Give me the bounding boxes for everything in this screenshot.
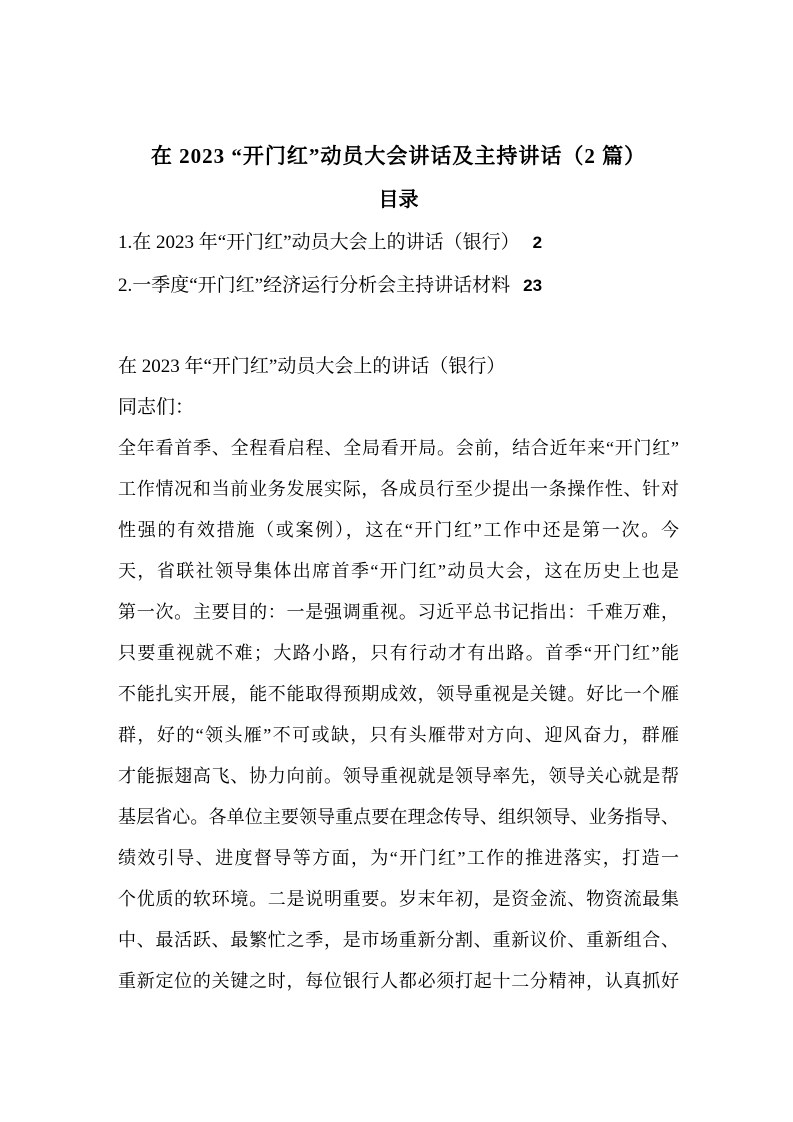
body-text-line: 重新定位的关键之时，每位银行人都必须打起十二分精神，认真抓好 [118,971,679,991]
body-text-line: 性强的有效措施（或案例），这在“开门红”工作中还是第一次。今 [118,520,679,540]
toc-heading: 目录 [378,189,419,211]
body-text-line: 中、最活跃、最繁忙之季，是市场重新分割、重新议价、重新组合、 [118,930,679,950]
speech-section [118,346,679,1002]
body-text-line: 不能扎实开展，能不能取得预期成效，领导重视是关键。好比一个雁 [118,684,679,704]
toc-item-page-number: 2 [532,233,543,252]
toc-item [118,221,679,264]
body-text-line: 才能振翅高飞、协力向前。领导重视就是领导率先，领导关心就是帮 [118,766,679,786]
body-text-line: 基层省心。各单位主要领导重点要在理念传导、组织领导、业务指导、 [118,807,679,827]
toc-item-label: 1.在 2023 年“开门红”动员大会上的讲话（银行） [118,232,520,253]
body-text-line: 工作情况和当前业务发展实际，各成员行至少提出一条操作性、针对 [118,479,679,499]
body-text-line: 天，省联社领导集体出席首季“开门红”动员大会，这在历史上也是 [118,561,679,581]
toc-item [118,264,679,307]
body-text-line: 只要重视就不难；大路小路，只有行动才有出路。首季“开门红”能 [118,643,679,663]
toc-item-page-number: 23 [523,276,543,295]
salutation-line: 同志们： [118,397,195,418]
body-text-line: 绩效引导、进度督导等方面，为“开门红”工作的推进落实，打造一 [118,848,679,868]
document-content [118,0,679,1002]
body-text-line: 第一次。主要目的：一是强调重视。习近平总书记指出：千难万难， [118,602,679,622]
body-text-line: 全年看首季、全程看启程、全局看开局。会前，结合近年来“开门红” [118,438,679,458]
toc-list [118,221,679,307]
body-text-line: 群，好的“领头雁”不可或缺，只有头雁带对方向、迎风奋力，群雁 [118,725,679,745]
section-heading: 在 2023 年“开门红”动员大会上的讲话（银行） [118,356,506,377]
body-paragraph [118,428,679,1002]
toc-item-label: 2.一季度“开门红”经济运行分析会主持讲话材料 [118,275,511,296]
document-title: 在 2023 “开门红”动员大会讲话及主持讲话（2 篇） [150,144,647,168]
body-text-line: 个优质的软环境。二是说明重要。岁末年初，是资金流、物资流最集 [118,889,679,909]
